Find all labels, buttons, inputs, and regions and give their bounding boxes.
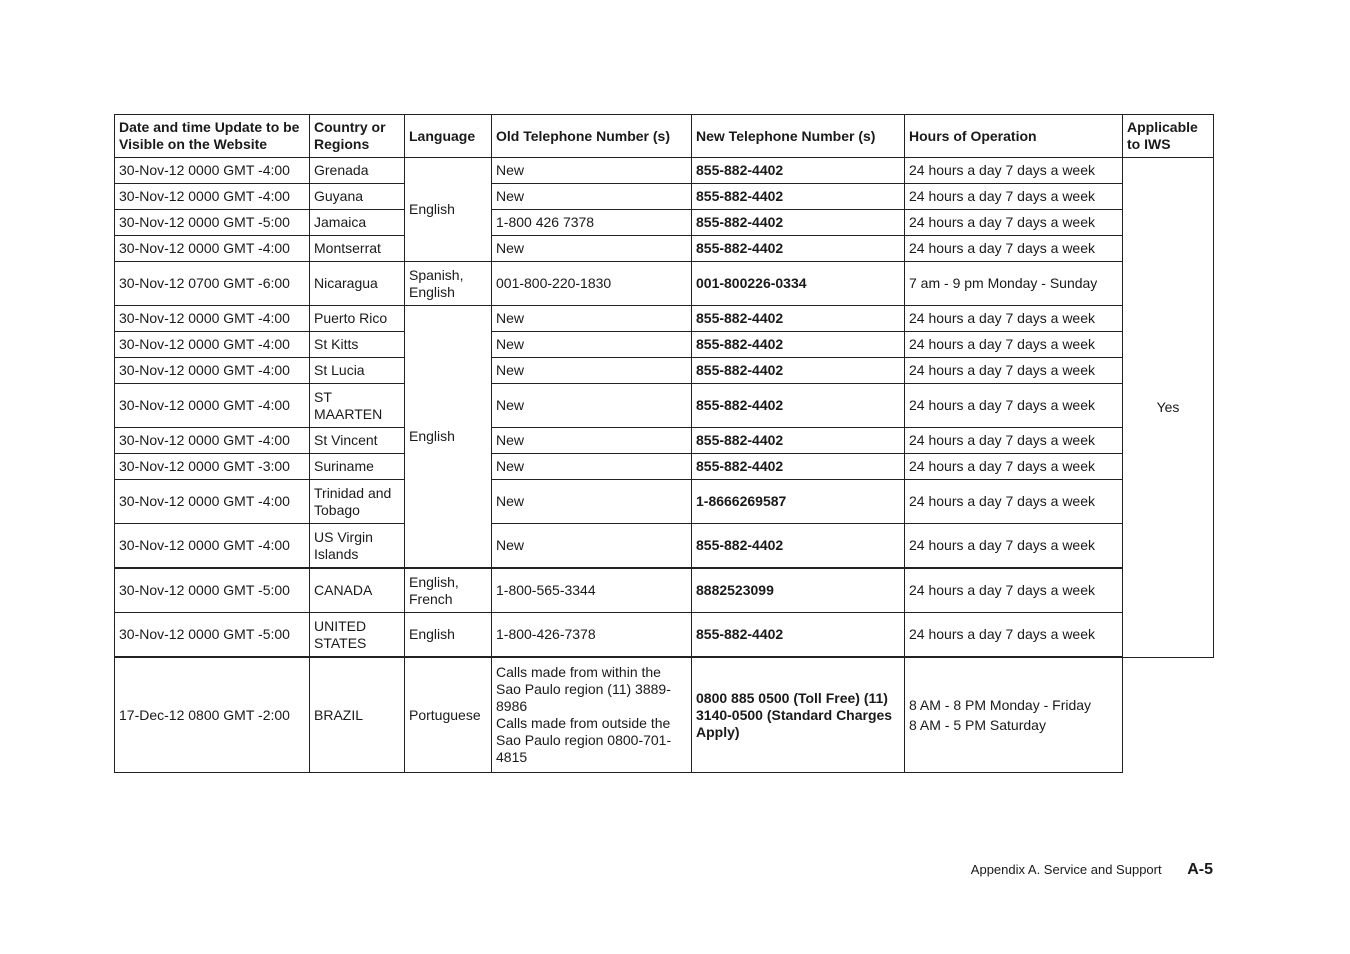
new-number-cell: 855-882-4402	[692, 236, 905, 262]
country-cell: St Kitts	[310, 332, 405, 358]
table-row	[115, 480, 1214, 524]
table-row	[115, 657, 1214, 773]
new-number-cell: 855-882-4402	[692, 613, 905, 658]
header-country: Country or Regions	[310, 115, 405, 158]
new-number-cell: 855-882-4402	[692, 384, 905, 428]
page-footer	[971, 860, 1213, 880]
language-cell: English	[405, 158, 492, 262]
new-number-cell: 001-800226-0334	[692, 262, 905, 306]
date-cell: 30-Nov-12 0000 GMT -5:00	[115, 210, 310, 236]
country-cell: Grenada	[310, 158, 405, 184]
new-number-cell: 1-8666269587	[692, 480, 905, 524]
old-number-cell: New	[492, 454, 692, 480]
hours-line: 8 AM - 8 PM Monday - Friday	[909, 697, 1092, 713]
old-number-cell: New	[492, 184, 692, 210]
table-row	[115, 262, 1214, 306]
new-number-cell: 8882523099	[692, 568, 905, 613]
table-row	[115, 524, 1214, 569]
hours-cell: 24 hours a day 7 days a week	[905, 613, 1123, 658]
country-cell: ST MAARTEN	[310, 384, 405, 428]
country-cell: Guyana	[310, 184, 405, 210]
old-number-cell: New	[492, 384, 692, 428]
applicable-cell: Yes	[1123, 158, 1214, 658]
hours-cell: 24 hours a day 7 days a week	[905, 306, 1123, 332]
hours-cell: 24 hours a day 7 days a week	[905, 568, 1123, 613]
table-row	[115, 184, 1214, 210]
date-cell: 30-Nov-12 0000 GMT -4:00	[115, 428, 310, 454]
new-number-cell: 855-882-4402	[692, 158, 905, 184]
old-number-cell: New	[492, 332, 692, 358]
new-number-cell: 855-882-4402	[692, 524, 905, 569]
new-number-cell: 0800 885 0500 (Toll Free) (11) 3140-0500 (Standard Charges Apply)	[692, 657, 905, 773]
date-cell: 30-Nov-12 0000 GMT -4:00	[115, 358, 310, 384]
old-number-cell: New	[492, 358, 692, 384]
table-row	[115, 384, 1214, 428]
table-row	[115, 454, 1214, 480]
date-cell: 30-Nov-12 0000 GMT -4:00	[115, 384, 310, 428]
table-row	[115, 306, 1214, 332]
hours-cell: 24 hours a day 7 days a week	[905, 428, 1123, 454]
old-number-cell: New	[492, 524, 692, 569]
header-language: Language	[405, 115, 492, 158]
hours-cell: 24 hours a day 7 days a week	[905, 384, 1123, 428]
old-number-cell	[492, 657, 692, 773]
language-cell: English	[405, 306, 492, 569]
country-cell: CANADA	[310, 568, 405, 613]
country-cell: UNITED STATES	[310, 613, 405, 658]
country-cell: Montserrat	[310, 236, 405, 262]
language-cell: English	[405, 613, 492, 658]
new-number-cell: 855-882-4402	[692, 184, 905, 210]
date-cell: 30-Nov-12 0000 GMT -5:00	[115, 613, 310, 658]
hours-cell: 24 hours a day 7 days a week	[905, 210, 1123, 236]
header-new-number: New Telephone Number (s)	[692, 115, 905, 158]
new-number-cell: 855-882-4402	[692, 358, 905, 384]
language-cell: Spanish, English	[405, 262, 492, 306]
country-cell: Jamaica	[310, 210, 405, 236]
hours-cell: 7 am - 9 pm Monday - Sunday	[905, 262, 1123, 306]
date-cell: 17-Dec-12 0800 GMT -2:00	[115, 657, 310, 773]
header-hours: Hours of Operation	[905, 115, 1123, 158]
country-cell: Trinidad and Tobago	[310, 480, 405, 524]
header-applicable: Applicable to IWS	[1123, 115, 1214, 158]
language-cell: Portuguese	[405, 657, 492, 773]
page-number: A-5	[1187, 861, 1213, 878]
new-number-cell: 855-882-4402	[692, 210, 905, 236]
table-row	[115, 210, 1214, 236]
old-number-cell: 1-800 426 7378	[492, 210, 692, 236]
hours-cell	[905, 657, 1123, 773]
hours-cell: 24 hours a day 7 days a week	[905, 480, 1123, 524]
old-number-cell: New	[492, 428, 692, 454]
old-number-cell: New	[492, 480, 692, 524]
table-row	[115, 613, 1214, 658]
country-cell: BRAZIL	[310, 657, 405, 773]
hours-cell: 24 hours a day 7 days a week	[905, 332, 1123, 358]
date-cell: 30-Nov-12 0000 GMT -3:00	[115, 454, 310, 480]
date-cell: 30-Nov-12 0000 GMT -4:00	[115, 184, 310, 210]
old-number-cell: New	[492, 236, 692, 262]
new-number-cell: 855-882-4402	[692, 454, 905, 480]
hours-cell: 24 hours a day 7 days a week	[905, 524, 1123, 569]
country-cell: Suriname	[310, 454, 405, 480]
language-cell: English, French	[405, 568, 492, 613]
hours-cell: 24 hours a day 7 days a week	[905, 184, 1123, 210]
old-number-cell: 1-800-565-3344	[492, 568, 692, 613]
hours-cell: 24 hours a day 7 days a week	[905, 454, 1123, 480]
old-number-cell: New	[492, 158, 692, 184]
new-number-cell: 855-882-4402	[692, 428, 905, 454]
table-row	[115, 358, 1214, 384]
date-cell: 30-Nov-12 0000 GMT -4:00	[115, 332, 310, 358]
date-cell: 30-Nov-12 0000 GMT -4:00	[115, 524, 310, 569]
date-cell: 30-Nov-12 0000 GMT -4:00	[115, 480, 310, 524]
country-cell: Nicaragua	[310, 262, 405, 306]
old-number-cell: 1-800-426-7378	[492, 613, 692, 658]
hours-cell: 24 hours a day 7 days a week	[905, 358, 1123, 384]
table-row	[115, 236, 1214, 262]
old-number-line: Calls made from outside the Sao Paulo region 0800-701-4815	[496, 715, 672, 765]
header-date: Date and time Update to be Visible on the Website	[115, 115, 310, 158]
date-cell: 30-Nov-12 0000 GMT -4:00	[115, 158, 310, 184]
country-cell: St Lucia	[310, 358, 405, 384]
hours-cell: 24 hours a day 7 days a week	[905, 236, 1123, 262]
table-row	[115, 428, 1214, 454]
country-cell: Puerto Rico	[310, 306, 405, 332]
country-cell: St Vincent	[310, 428, 405, 454]
new-number-cell: 855-882-4402	[692, 332, 905, 358]
hours-line: 8 AM - 5 PM Saturday	[909, 717, 1046, 733]
country-cell: US Virgin Islands	[310, 524, 405, 569]
table-header-row	[115, 115, 1214, 158]
new-number-cell: 855-882-4402	[692, 306, 905, 332]
date-cell: 30-Nov-12 0000 GMT -5:00	[115, 568, 310, 613]
table-row	[115, 568, 1214, 613]
table-row	[115, 158, 1214, 184]
old-number-line: Calls made from within the Sao Paulo region (11) 3889-8986	[496, 664, 671, 714]
header-old-number: Old Telephone Number (s)	[492, 115, 692, 158]
old-number-cell: 001-800-220-1830	[492, 262, 692, 306]
hours-cell: 24 hours a day 7 days a week	[905, 158, 1123, 184]
footer-section-title: Appendix A. Service and Support	[970, 862, 1162, 877]
date-cell: 30-Nov-12 0000 GMT -4:00	[115, 306, 310, 332]
date-cell: 30-Nov-12 0000 GMT -4:00	[115, 236, 310, 262]
old-number-cell: New	[492, 306, 692, 332]
support-numbers-table	[114, 114, 1214, 773]
date-cell: 30-Nov-12 0700 GMT -6:00	[115, 262, 310, 306]
table-row	[115, 332, 1214, 358]
